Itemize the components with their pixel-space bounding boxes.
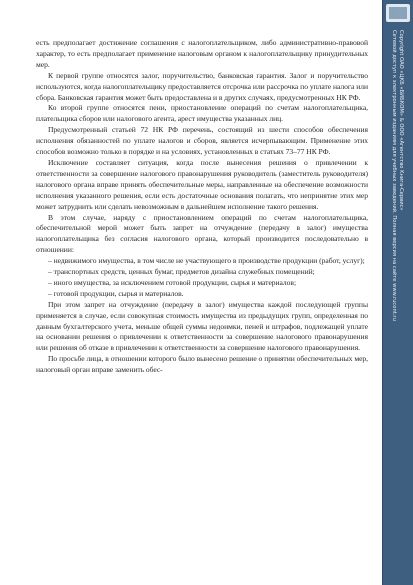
paragraph: К первой группе относятся залог, поручительство, банковская гарантия. Залог и поручительство используются, когда налогоплательщику предоставляется отсрочка или рассрочка по уплате налога или сбора. Банковская гарантия может быть предоставлена и в других случаях, предусмотренных НК РФ. [36, 70, 368, 102]
book-icon [386, 4, 410, 22]
list-item: – транспортных средств, ценных бумаг, предметов дизайна служебных помещений; [48, 267, 315, 277]
paragraph: есть предполагает достижение соглашения с налогоплательщиком, либо административно-правовой характер, то есть предполагает применение налоговым органом к налогоплательщику принудительных мер. [36, 38, 368, 69]
paragraph: Предусмотренный статьей 72 НК РФ перечень, состоящий из шести способов обеспечения исполнения обязанностей по уплате налогов и сборов, является исчерпывающим. Применение этих способов возможно только в порядке и на условиях, установленных в статьях 73–77 НК РФ. [36, 125, 368, 157]
watermark-text [390, 30, 406, 560]
watermark-line: Copyright ОАО «ЦКБ «БИБКОМ» & ООО «Aгентство Kнига-Cервис» [398, 30, 404, 211]
watermark-sidebar [382, 0, 413, 585]
watermark-line: Сетевой доступ к электронным изданиям для учебных заведений. Полная версия на сайте www.rucont.ru [391, 30, 397, 321]
list-item: – готовой продукции, сырья и материалов. [48, 288, 184, 298]
body-text [36, 38, 368, 376]
paragraph: При этом запрет на отчуждение (передачу в залог) имущества каждой последующей группы применяется в случае, если совокупная стоимость имущества из предыдущих групп, определенная по данным бухгалтерского учета, меньше общей суммы недоимки, пеней и штрафов, подлежащей уплате на основании решения о привлечении к ответственности за совершение налогового правонарушения или решения об отказе в привлечении к ответственности за совершение налогового правонарушения. [36, 299, 368, 353]
list-item: – недвижимого имущества, в том числе не участвующего в производстве продукции (работ, услуг); [48, 256, 365, 266]
list-item: – иного имущества, за исключением готовой продукции, сырья и материалов; [48, 277, 297, 287]
paragraph: Исключение составляет ситуация, когда после вынесения решения о привлечении к ответственности за совершение налогового правонарушения руководитель (заместитель руководителя) налогового органа вправе принять обеспечительные меры, направленные на обеспечение возможности исполнения указанного решения, если есть достаточные основания полагать, что непринятие этих мер может затруднить или сделать невозможным в дальнейшем исполнение такого решения. [36, 157, 368, 211]
paragraph: По просьбе лица, в отношении которого было вынесено решение о принятии обеспечительных мер, налоговый орган вправе заменить обес- [36, 354, 368, 375]
paragraph: Ко второй группе относятся пени, приостановление операций по счетам налогоплательщика, плательщика сборов или налогового агента, арест имущества указанных лиц. [36, 103, 368, 124]
paragraph: В этом случае, наряду с приостановлением операций по счетам налогоплательщика, обеспечительной мерой может быть запрет на отчуждение (передачу в залог) имущества налогоплательщика без согласия налогового органа, который производится последовательно в отношении: [36, 212, 368, 255]
